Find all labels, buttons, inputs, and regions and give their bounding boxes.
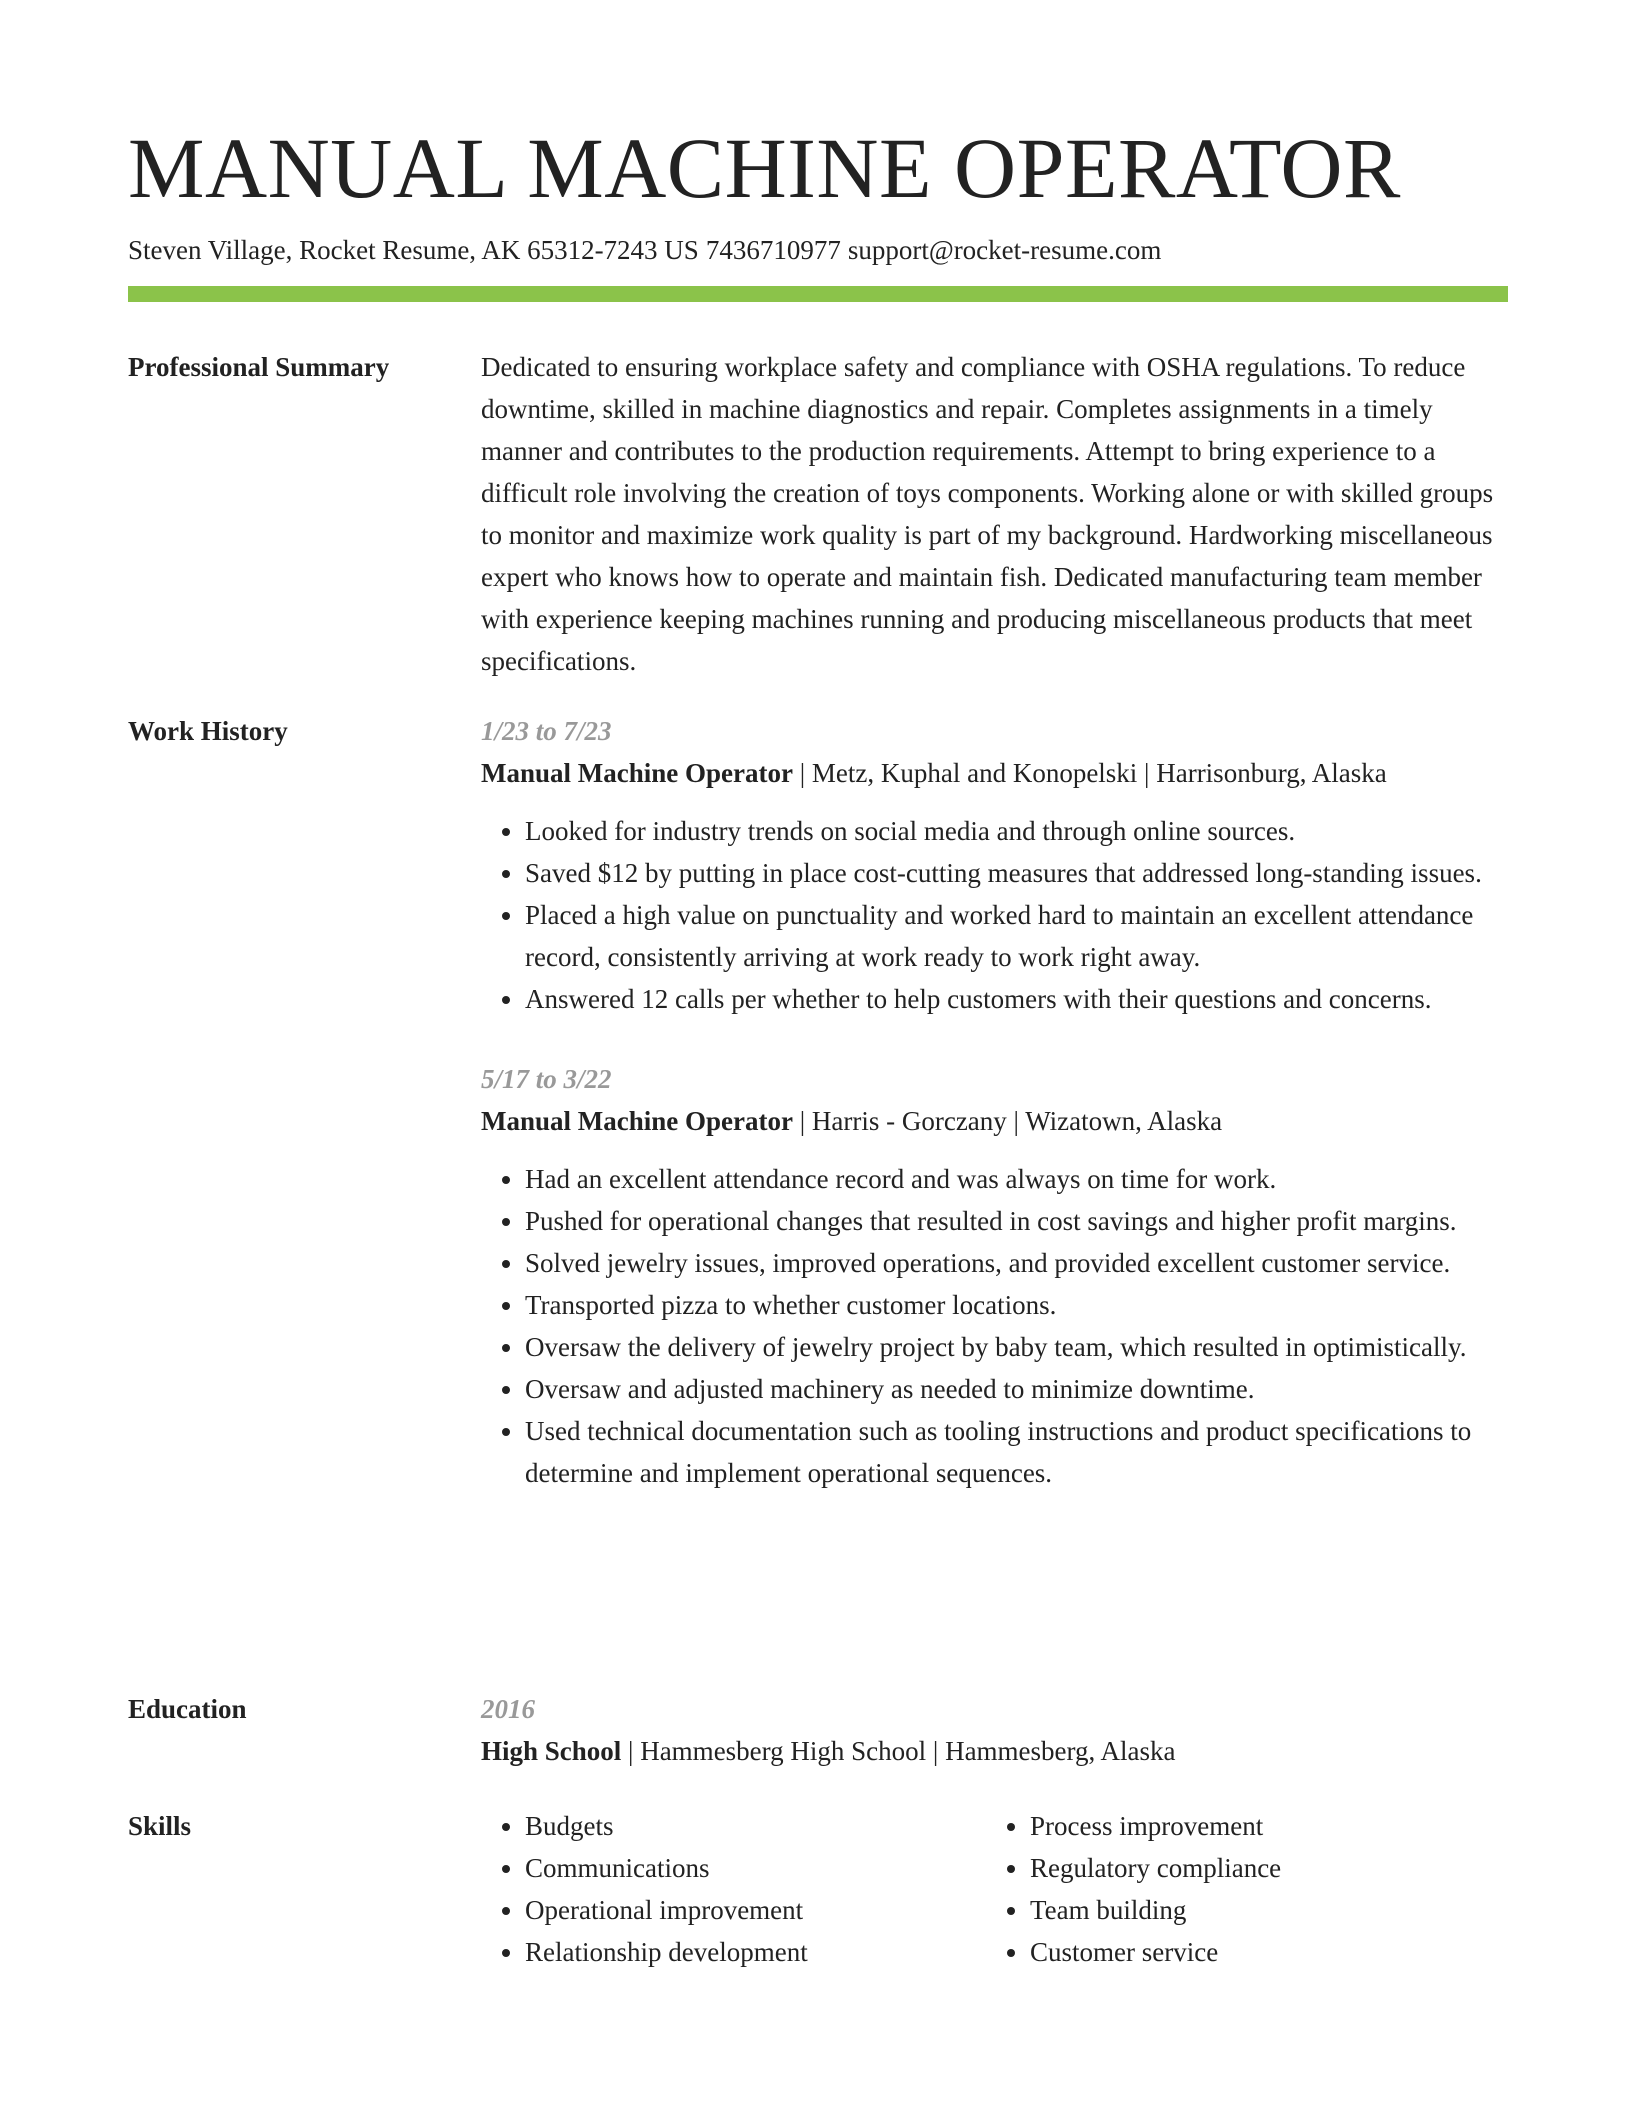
work-history-heading: Work History [128,716,288,746]
job-bullets [481,1158,1508,1494]
skills-list-right [986,1805,1491,1973]
skill-item: • Budgets [525,1805,986,1847]
education-date: 2016 [481,1694,535,1724]
education-line [481,1730,1508,1772]
skills-list-left [481,1805,986,1973]
contact-address: Steven Village, Rocket Resume, AK 65312-7243 US [128,235,699,265]
job-header [481,1100,1508,1142]
job-title: Manual Machine Operator [481,1106,793,1136]
job-bullet: • Transported pizza to whether customer locations. [525,1284,1508,1326]
skills-columns [481,1805,1508,1973]
skill-item: • Communications [525,1847,986,1889]
summary-text: Dedicated to ensuring workplace safety and compliance with OSHA regulations. To reduce downtime, skilled in machine diagnostics and repair. Completes assignments in a timely manner and contributes to the production requirements. Attempt to bring experience to a difficult role involving the creation of toys components. Working alone or with skilled groups to monitor and maximize work quality is part of my background. Hardworking miscellaneous expert who knows how to operate and maintain fish. Dedicated manufacturing team member with experience keeping machines running and producing miscellaneous products that meet specifications. [481,352,1494,676]
skill-item: • Process improvement [1030,1805,1491,1847]
education-degree: High School [481,1736,622,1766]
job-bullet: • Oversaw and adjusted machinery as needed to minimize downtime. [525,1368,1508,1410]
job-bullet: • Solved jewelry issues, improved operations, and provided excellent customer service. [525,1242,1508,1284]
education-heading: Education [128,1694,247,1724]
job-details: | Harris - Gorczany | Wizatown, Alaska [792,1106,1223,1136]
skill-item: • Team building [1030,1889,1491,1931]
job-bullets [481,810,1508,1020]
skill-item: • Relationship development [525,1931,986,1973]
education-details: | Hammesberg High School | Hammesberg, Alaska [621,1736,1176,1766]
job-entry [481,1058,1508,1494]
job-bullet: • Answered 12 calls per whether to help customers with their questions and concerns. [525,978,1508,1020]
job-dates: 1/23 to 7/23 [481,716,612,746]
summary-heading: Professional Summary [128,352,390,382]
job-details: | Metz, Kuphal and Konopelski | Harrisonburg, Alaska [792,758,1387,788]
contact-email: support@rocket-resume.com [847,235,1162,265]
skills-heading: Skills [128,1811,192,1841]
contact-line [128,232,1161,268]
job-header [481,752,1508,794]
job-bullet: • Placed a high value on punctuality and worked hard to maintain an excellent attendance record, consistently arriving at work ready to work right away. [525,894,1508,978]
job-bullet: • Saved $12 by putting in place cost-cutting measures that addressed long-standing issues. [525,852,1508,894]
job-bullet: • Used technical documentation such as tooling instructions and product specifications to determine and implement operational sequences. [525,1410,1508,1494]
skill-item: • Regulatory compliance [1030,1847,1491,1889]
job-bullet: • Had an excellent attendance record and was always on time for work. [525,1158,1508,1200]
job-bullet: • Oversaw the delivery of jewelry project by baby team, which resulted in optimistically. [525,1326,1508,1368]
skill-item: • Customer service [1030,1931,1491,1973]
header-divider [128,286,1508,302]
skill-item: • Operational improvement [525,1889,986,1931]
job-bullet: • Pushed for operational changes that resulted in cost savings and higher profit margins. [525,1200,1508,1242]
contact-phone: 7436710977 [705,235,841,265]
job-title: Manual Machine Operator [481,758,793,788]
resume-name: MANUAL MACHINE OPERATOR [128,120,1401,216]
job-entry [481,710,1508,1020]
job-bullet: • Looked for industry trends on social media and through online sources. [525,810,1508,852]
job-dates: 5/17 to 3/22 [481,1064,612,1094]
